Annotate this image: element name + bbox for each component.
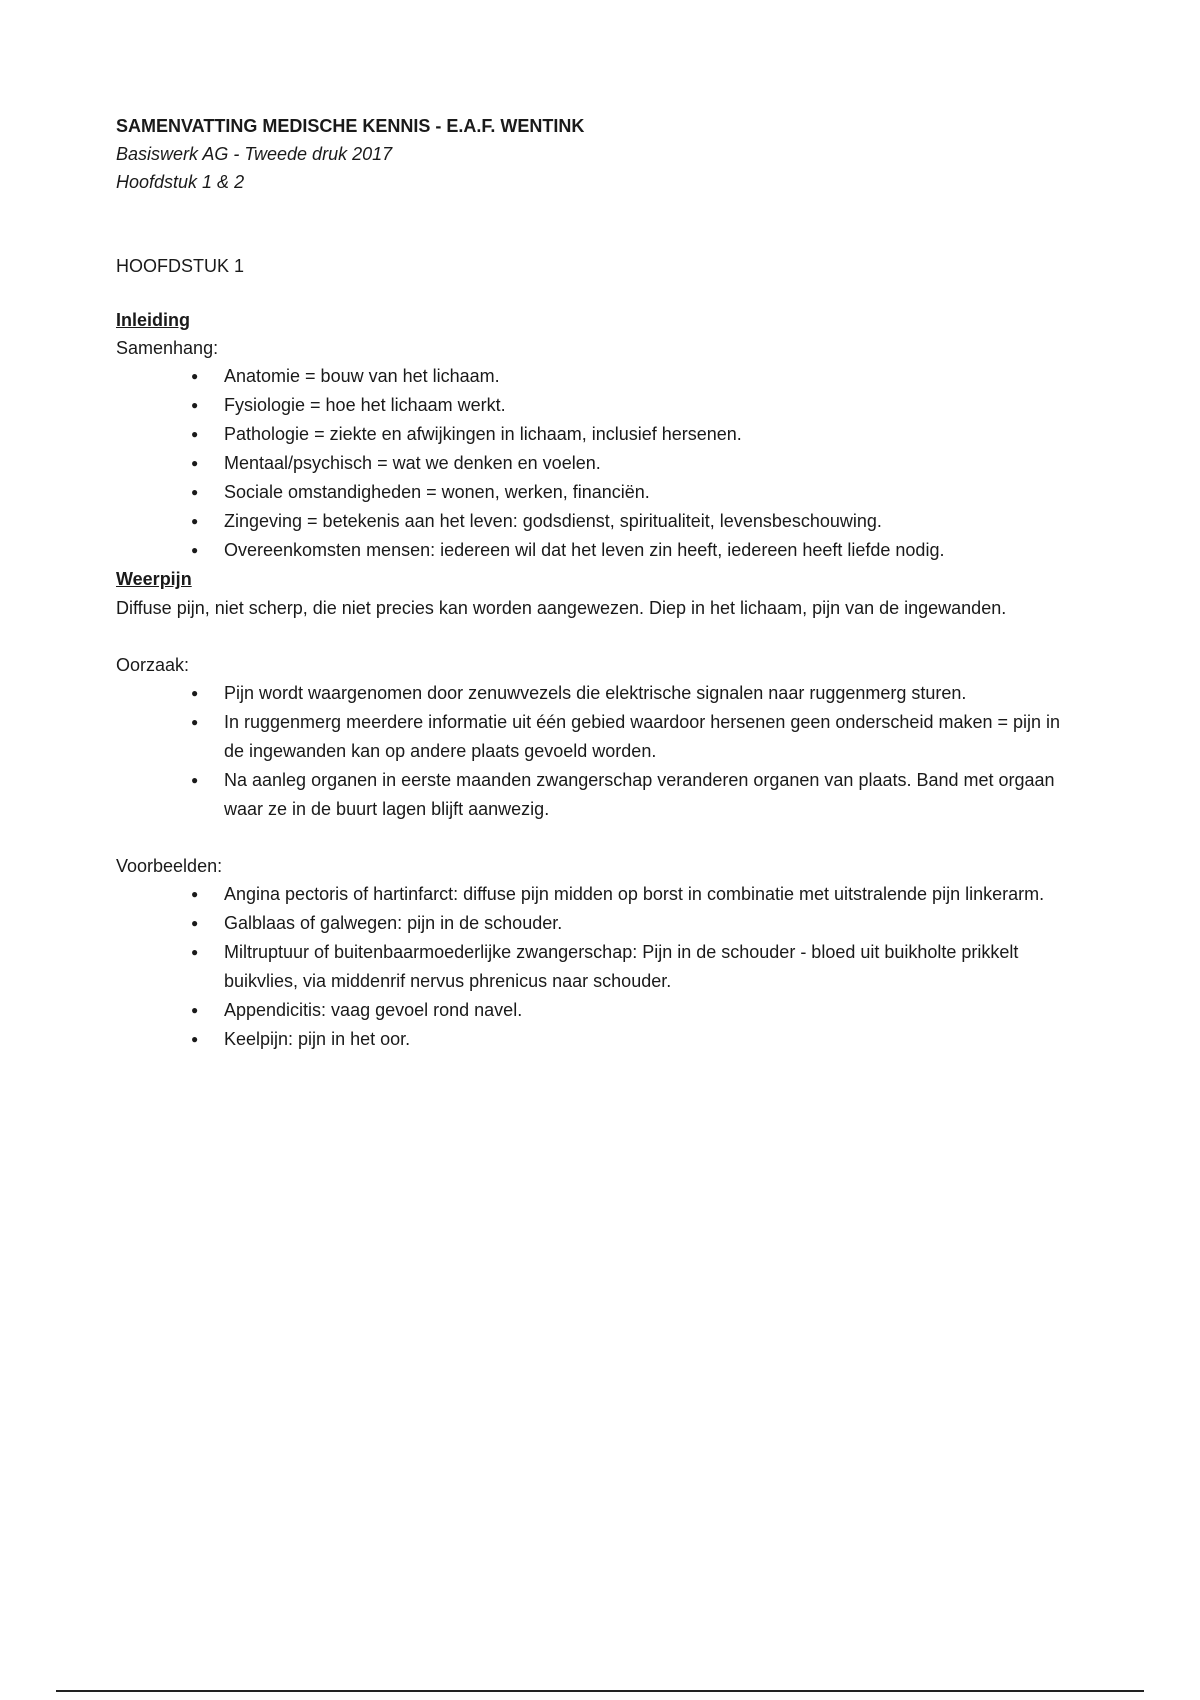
samenhang-list bbox=[116, 362, 1076, 565]
spacer bbox=[116, 824, 1076, 852]
list-item: ● Galblaas of galwegen: pijn in de schouder. bbox=[224, 909, 1076, 938]
list-item: ● Fysiologie = hoe het lichaam werkt. bbox=[224, 391, 1076, 420]
list-item: ● Keelpijn: pijn in het oor. bbox=[224, 1025, 1076, 1054]
list-item: ● Sociale omstandigheden = wonen, werken, financiën. bbox=[224, 478, 1076, 507]
oorzaak-label: Oorzaak: bbox=[116, 655, 190, 675]
list-item: ● Anatomie = bouw van het lichaam. bbox=[224, 362, 1076, 391]
list-item: ● Miltruptuur of buitenbaarmoederlijke zwangerschap: Pijn in de schouder - bloed uit buikholte prikkelt buikvlies, via middenrif nervus phrenicus naar schouder. bbox=[224, 938, 1076, 996]
oorzaak-list bbox=[116, 679, 1076, 824]
document-subtitle-chapters: Hoofdstuk 1 & 2 bbox=[116, 172, 245, 192]
list-item: ● Pijn wordt waargenomen door zenuwvezels die elektrische signalen naar ruggenmerg sturen. bbox=[224, 679, 1076, 708]
document-page bbox=[116, 112, 1076, 1054]
list-item: ● In ruggenmerg meerdere informatie uit één gebied waardoor hersenen geen onderscheid maken = pijn in de ingewanden kan op andere plaats gevoeld worden. bbox=[224, 708, 1076, 766]
chapter-heading: HOOFDSTUK 1 bbox=[116, 256, 245, 276]
document-title: SAMENVATTING MEDISCHE KENNIS - E.A.F. WENTINK bbox=[116, 116, 585, 136]
section-heading-weerpijn: Weerpijn bbox=[116, 569, 192, 589]
weerpijn-paragraph: Diffuse pijn, niet scherp, die niet precies kan worden aangewezen. Diep in het lichaam, pijn van de ingewanden. bbox=[116, 598, 1007, 618]
list-item: ● Pathologie = ziekte en afwijkingen in lichaam, inclusief hersenen. bbox=[224, 420, 1076, 449]
document-subtitle-edition: Basiswerk AG - Tweede druk 2017 bbox=[116, 144, 393, 164]
list-item: ● Angina pectoris of hartinfarct: diffuse pijn midden op borst in combinatie met uitstralende pijn linkerarm. bbox=[224, 880, 1076, 909]
list-item: ● Overeenkomsten mensen: iedereen wil dat het leven zin heeft, iedereen heeft liefde nodig. bbox=[224, 536, 1076, 565]
list-item: ● Appendicitis: vaag gevoel rond navel. bbox=[224, 996, 1076, 1025]
list-item: ● Mentaal/psychisch = wat we denken en voelen. bbox=[224, 449, 1076, 478]
voorbeelden-label: Voorbeelden: bbox=[116, 856, 223, 876]
section-heading-inleiding: Inleiding bbox=[116, 310, 190, 330]
samenhang-label: Samenhang: bbox=[116, 338, 219, 358]
list-item: ● Zingeving = betekenis aan het leven: godsdienst, spiritualiteit, levensbeschouwing. bbox=[224, 507, 1076, 536]
spacer bbox=[116, 623, 1076, 651]
list-item: ● Na aanleg organen in eerste maanden zwangerschap veranderen organen van plaats. Band met orgaan waar ze in de buurt lagen blijft aanwezig. bbox=[224, 766, 1076, 824]
footer-divider bbox=[56, 1690, 1144, 1692]
voorbeelden-list bbox=[116, 880, 1076, 1054]
